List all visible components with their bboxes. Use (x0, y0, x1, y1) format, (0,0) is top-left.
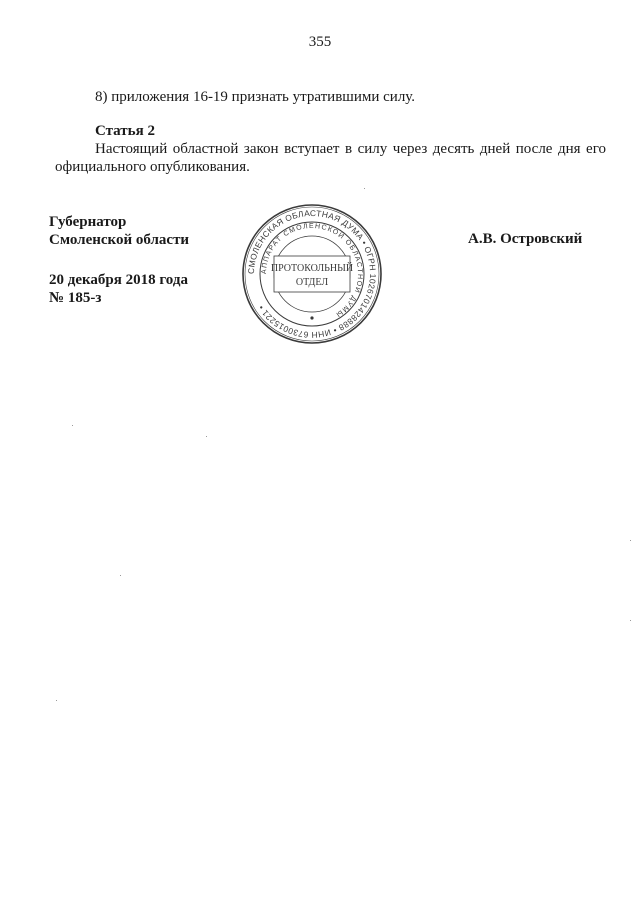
paragraph-line-1: Настоящий областной закон вступает в силу через десять дней после дня его (95, 141, 606, 157)
official-stamp-seal (240, 202, 384, 346)
signer-name: А.В. Островский (468, 231, 583, 247)
signature-block (49, 213, 189, 307)
page-number: 355 (308, 34, 332, 50)
stamp-center-line-1: ПРОТОКОЛЬНЫЙ (270, 263, 354, 274)
article-title: Статья 2 (95, 123, 155, 139)
law-number: № 185-з (49, 290, 102, 306)
stamp-ring-text: СМОЛЕНСКАЯ ОБЛАСТНАЯ ДУМА • ОГРН 1026701428888 • ИНН 6730015221 • (245, 207, 379, 341)
paragraph-line-2: официального опубликования. (55, 159, 250, 175)
position-title: Губернатор (49, 214, 127, 230)
law-date: 20 декабря 2018 года (49, 272, 188, 288)
stamp-inner-ring-text: АППАРАТ СМОЛЕНСКОЙ ОБЛАСТНОЙ ДУМЫ (260, 222, 364, 319)
list-item-8: 8) приложения 16-19 признать утратившими силу. (95, 89, 416, 105)
stamp-dot (310, 316, 313, 319)
stamp-center-line-2: ОТДЕЛ (295, 277, 329, 288)
position-region: Смоленской области (49, 232, 190, 248)
